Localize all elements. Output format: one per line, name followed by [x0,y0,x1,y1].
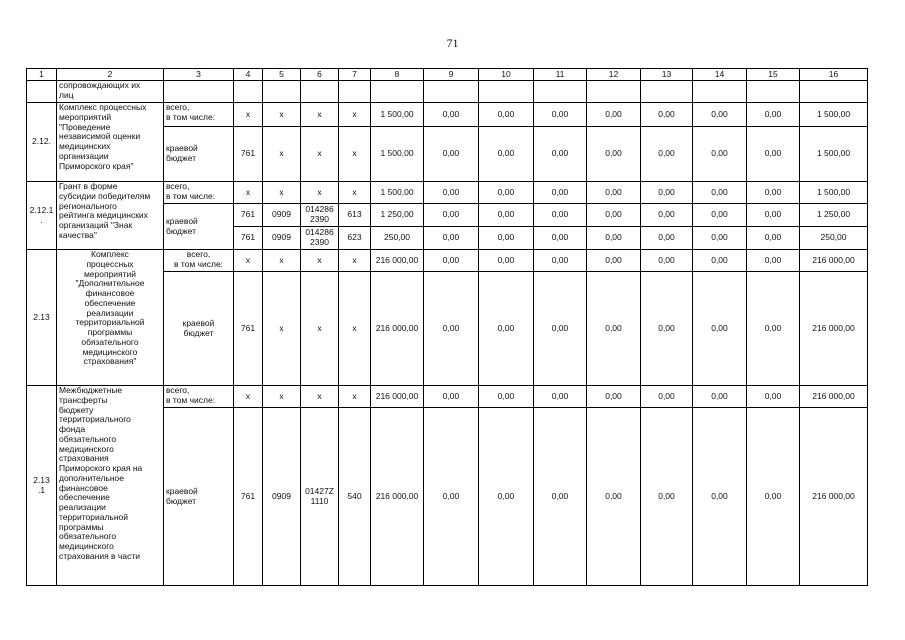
value-cell: 0,00 [747,103,800,127]
header-cell: 7 [339,69,371,81]
value-cell: 216 000,00 [371,408,424,586]
code-cell: 761 [234,272,263,386]
value-cell: 0,00 [641,182,693,204]
table-row [27,182,868,204]
code-cell: 540 [339,408,371,586]
value-cell: 0,00 [479,227,534,250]
value-cell: 0,00 [534,386,587,408]
value-cell: 0,00 [479,127,534,182]
value-cell: 0,00 [747,386,800,408]
value-cell: 1 250,00 [371,204,424,227]
value-cell: 0,00 [641,272,693,386]
code-cell: x [234,103,263,127]
header-cell: 11 [534,69,587,81]
row-description: Комплекс процессных мероприятий "Проведение независимой оценки медицинских организации Приморского края" [57,103,164,182]
value-cell: 0,00 [424,127,479,182]
code-cell: x [263,386,301,408]
value-cell: 0,00 [641,127,693,182]
header-cell: 6 [301,69,339,81]
code-cell: 761 [234,127,263,182]
code-cell: x [263,103,301,127]
row-description: Межбюджетные трансферты бюджету территориального фонда обязательного медицинского страхования Приморского края на дополнительное финансовое обеспечение реализации территориальной программы обязательного медицинского страхования в части [57,386,164,586]
table-row [27,103,868,127]
value-cell: 0,00 [747,250,800,272]
value-cell: 0,00 [534,127,587,182]
value-cell: 0,00 [641,386,693,408]
code-cell: 613 [339,204,371,227]
code-cell: x [301,103,339,127]
code-cell: 623 [339,227,371,250]
value-cell: 0,00 [587,386,641,408]
code-cell: 0909 [263,408,301,586]
code-cell: 01427Z 1110 [301,408,339,586]
value-cell: 0,00 [534,227,587,250]
header-cell: 8 [371,69,424,81]
row-description: Комплекс процессных мероприятий "Дополнительное финансовое обеспечение реализации территориальной программы обязательного медицинского страхования" [57,250,164,386]
value-cell: 0,00 [424,250,479,272]
value-cell: 250,00 [371,227,424,250]
header-cell: 15 [747,69,800,81]
value-cell: 0,00 [693,182,747,204]
value-cell: 216 000,00 [371,386,424,408]
code-cell: 0909 [263,204,301,227]
page-number: 71 [446,36,459,50]
header-cell: 1 [27,69,57,81]
value-cell: 0,00 [424,103,479,127]
table-row [27,386,868,408]
value-cell: 216 000,00 [800,272,868,386]
value-cell: 0,00 [693,204,747,227]
source-cell: краевой бюджет [164,408,234,586]
value-cell: 0,00 [479,408,534,586]
value-cell: 0,00 [534,103,587,127]
code-cell: x [339,250,371,272]
value-cell: 0,00 [424,204,479,227]
source-cell: всего, в том числе: [164,182,234,204]
source-cell: всего, в том числе: [164,386,234,408]
code-cell: 014286 2390 [301,204,339,227]
value-cell: 0,00 [479,250,534,272]
code-cell: x [234,182,263,204]
source-cell: всего, в том числе: [164,103,234,127]
value-cell: 0,00 [693,272,747,386]
code-cell: x [263,182,301,204]
code-cell: x [339,127,371,182]
value-cell: 0,00 [641,227,693,250]
header-cell: 2 [57,69,164,81]
header-cell: 10 [479,69,534,81]
row-description: сопровождающих их лиц [57,81,164,103]
budget-table [26,68,868,586]
value-cell: 1 500,00 [371,182,424,204]
header-cell: 16 [800,69,868,81]
code-cell: x [301,127,339,182]
value-cell: 0,00 [747,182,800,204]
value-cell: 0,00 [587,250,641,272]
code-cell: x [263,250,301,272]
value-cell: 1 500,00 [371,127,424,182]
header-cell: 3 [164,69,234,81]
value-cell: 216 000,00 [800,386,868,408]
value-cell: 0,00 [479,386,534,408]
header-row [27,69,868,81]
code-cell: 761 [234,227,263,250]
header-cell: 13 [641,69,693,81]
value-cell: 0,00 [587,182,641,204]
value-cell: 0,00 [693,127,747,182]
value-cell: 0,00 [747,227,800,250]
value-cell: 0,00 [587,272,641,386]
code-cell: x [234,386,263,408]
value-cell: 0,00 [587,103,641,127]
header-cell: 12 [587,69,641,81]
value-cell: 0,00 [747,408,800,586]
source-cell: краевой бюджет [164,204,234,250]
code-cell: x [263,127,301,182]
value-cell: 216 000,00 [800,408,868,586]
value-cell: 0,00 [747,204,800,227]
code-cell: x [234,250,263,272]
value-cell: 216 000,00 [371,250,424,272]
value-cell: 0,00 [534,272,587,386]
value-cell: 216 000,00 [800,250,868,272]
header-cell: 9 [424,69,479,81]
code-cell: 761 [234,204,263,227]
code-cell: x [301,386,339,408]
row-number: 2.12.1 . [27,182,57,250]
value-cell: 0,00 [479,272,534,386]
code-cell: x [339,272,371,386]
table-row [27,250,868,272]
value-cell: 1 500,00 [800,127,868,182]
value-cell: 0,00 [587,408,641,586]
row-description: Грант в форме субсидии победителям регионального рейтинга медицинских организаций "Знак качества" [57,182,164,250]
value-cell: 0,00 [534,250,587,272]
value-cell: 0,00 [424,182,479,204]
code-cell: 761 [234,408,263,586]
value-cell: 0,00 [424,408,479,586]
value-cell: 0,00 [693,386,747,408]
value-cell: 0,00 [587,127,641,182]
row-number: 2.12. [27,103,57,182]
code-cell: x [339,182,371,204]
value-cell: 0,00 [693,408,747,586]
code-cell: 014286 2390 [301,227,339,250]
value-cell: 0,00 [641,250,693,272]
value-cell: 0,00 [747,272,800,386]
header-cell: 5 [263,69,301,81]
value-cell: 0,00 [479,103,534,127]
code-cell: x [339,386,371,408]
value-cell: 1 500,00 [800,103,868,127]
value-cell: 0,00 [693,250,747,272]
code-cell: x [301,272,339,386]
value-cell: 0,00 [641,103,693,127]
code-cell: x [301,182,339,204]
value-cell: 0,00 [587,204,641,227]
value-cell: 216 000,00 [371,272,424,386]
value-cell: 0,00 [641,408,693,586]
code-cell: x [339,103,371,127]
source-cell: всего, в том числе: [164,250,234,272]
value-cell: 0,00 [747,127,800,182]
value-cell: 0,00 [479,204,534,227]
code-cell: x [263,272,301,386]
value-cell: 0,00 [534,204,587,227]
value-cell: 0,00 [424,272,479,386]
header-cell: 14 [693,69,747,81]
row-number: 2.13 [27,250,57,386]
source-cell: краевой бюджет [164,272,234,386]
value-cell: 0,00 [424,227,479,250]
source-cell: краевой бюджет [164,127,234,182]
value-cell: 1 500,00 [800,182,868,204]
table-row [27,81,868,103]
value-cell: 250,00 [800,227,868,250]
code-cell: x [301,250,339,272]
value-cell: 0,00 [641,204,693,227]
value-cell: 0,00 [693,227,747,250]
value-cell: 1 250,00 [800,204,868,227]
value-cell: 0,00 [534,182,587,204]
value-cell: 0,00 [479,182,534,204]
value-cell: 0,00 [587,227,641,250]
row-number: 2.13 .1 [27,386,57,586]
value-cell: 0,00 [424,386,479,408]
value-cell: 0,00 [534,408,587,586]
value-cell: 0,00 [693,103,747,127]
header-cell: 4 [234,69,263,81]
value-cell: 1 500,00 [371,103,424,127]
code-cell: 0909 [263,227,301,250]
